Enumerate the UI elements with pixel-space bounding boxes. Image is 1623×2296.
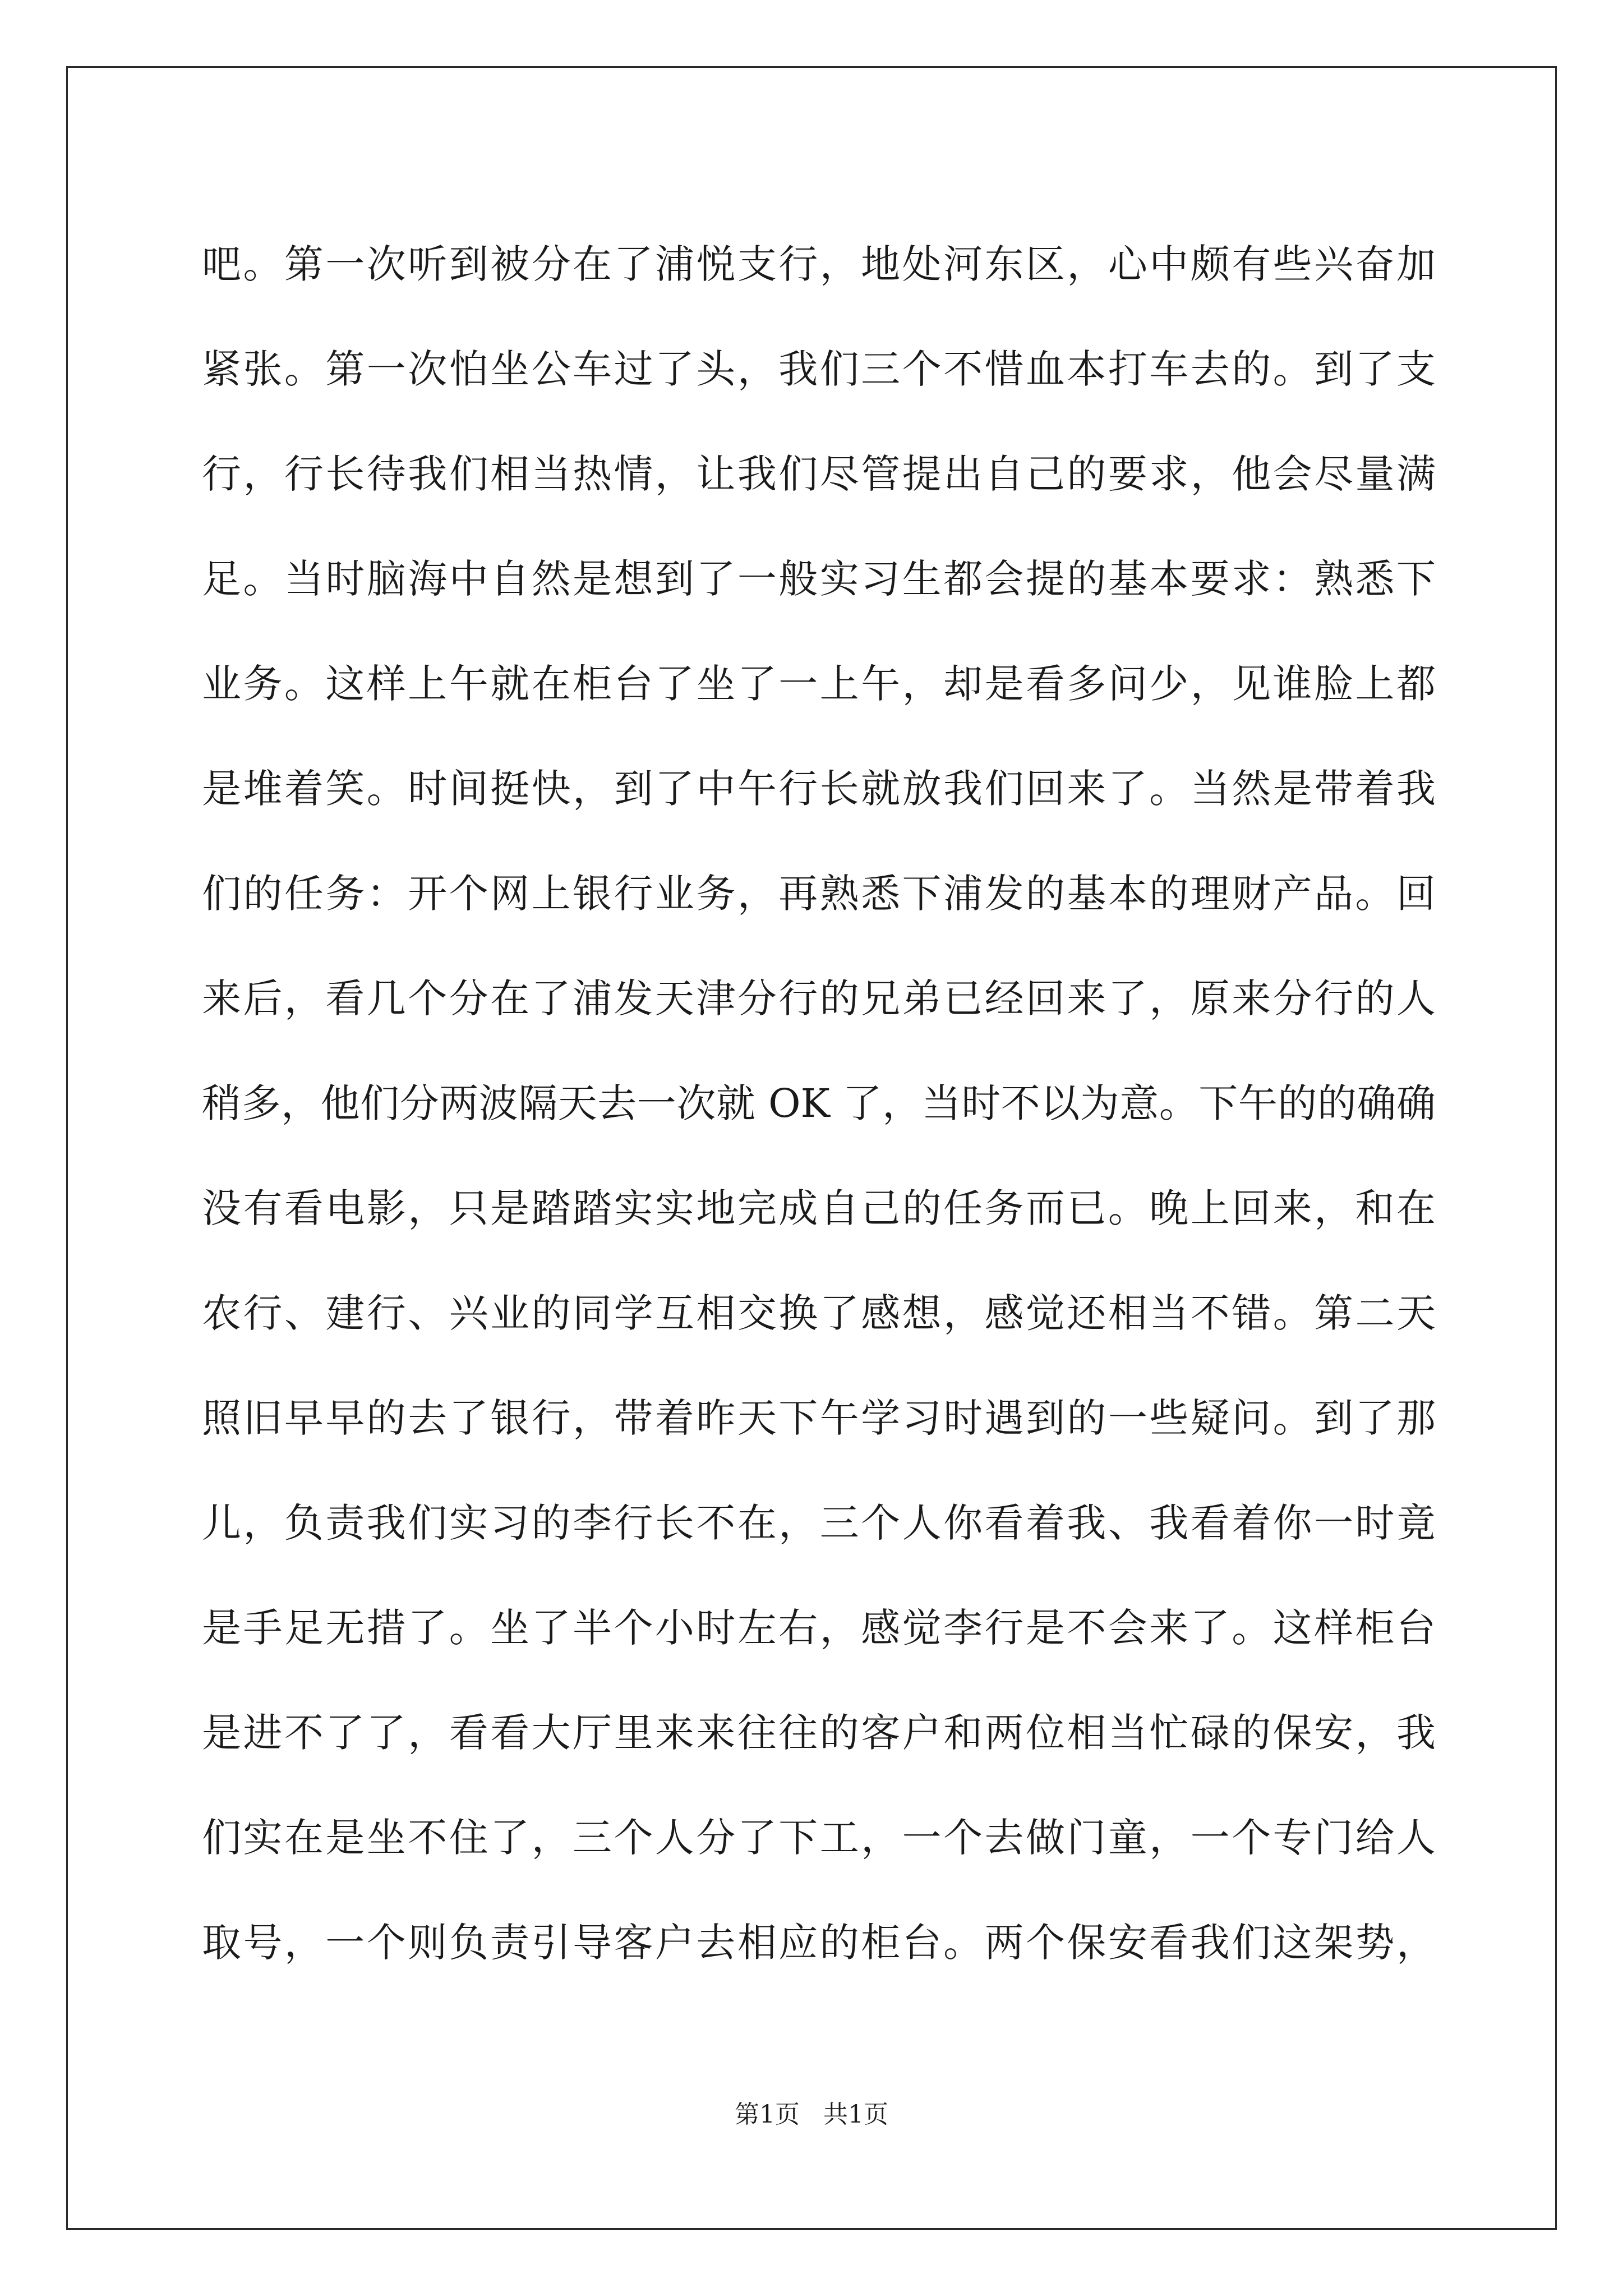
text-line: 足。当时脑海中自然是想到了一般实习生都会提的基本要求：熟悉下 <box>202 556 1436 602</box>
text-line: 是手足无措了。坐了半个小时左右，感觉李行是不会来了。这样柜台 <box>202 1605 1436 1651</box>
text-line: 是堆着笑。时间挺快，到了中午行长就放我们回来了。当然是带着我 <box>202 766 1436 812</box>
text-line: 紧张。第一次怕坐公车过了头，我们三个不惜血本打车去的。到了支 <box>202 346 1436 392</box>
body-text <box>202 212 1436 1995</box>
text-line: 行，行长待我们相当热情，让我们尽管提出自己的要求，他会尽量满 <box>202 451 1436 497</box>
text-line: 稍多，他们分两波隔天去一次就 OK 了，当时不以为意。下午的的确确 <box>202 1080 1436 1126</box>
text-line: 吧。第一次听到被分在了浦悦支行，地处河东区，心中颇有些兴奋加 <box>202 241 1436 287</box>
text-line: 儿，负责我们实习的李行长不在，三个人你看着我、我看着你一时竟 <box>202 1500 1436 1546</box>
text-line: 没有看电影，只是踏踏实实地完成自己的任务而已。晚上回来，和在 <box>202 1185 1436 1231</box>
text-line: 农行、建行、兴业的同学互相交换了感想，感觉还相当不错。第二天 <box>202 1290 1436 1336</box>
text-line: 们的任务：开个网上银行业务，再熟悉下浦发的基本的理财产品。回 <box>202 871 1436 917</box>
text-line: 取号，一个则负责引导客户去相应的柜台。两个保安看我们这架势， <box>202 1920 1436 1966</box>
text-line: 是进不了了，看看大厅里来来往往的客户和两位相当忙碌的保安，我 <box>202 1710 1436 1756</box>
text-line: 们实在是坐不住了，三个人分了下工，一个去做门童，一个专门给人 <box>202 1815 1436 1861</box>
page-number-footer: 第1页 共1页 <box>735 2100 888 2129</box>
text-line: 来后，看几个分在了浦发天津分行的兄弟已经回来了，原来分行的人 <box>202 976 1436 1022</box>
text-line: 照旧早早的去了银行，带着昨天下午学习时遇到的一些疑问。到了那 <box>202 1395 1436 1441</box>
text-line: 业务。这样上午就在柜台了坐了一上午，却是看多问少，见谁脸上都 <box>202 661 1436 707</box>
